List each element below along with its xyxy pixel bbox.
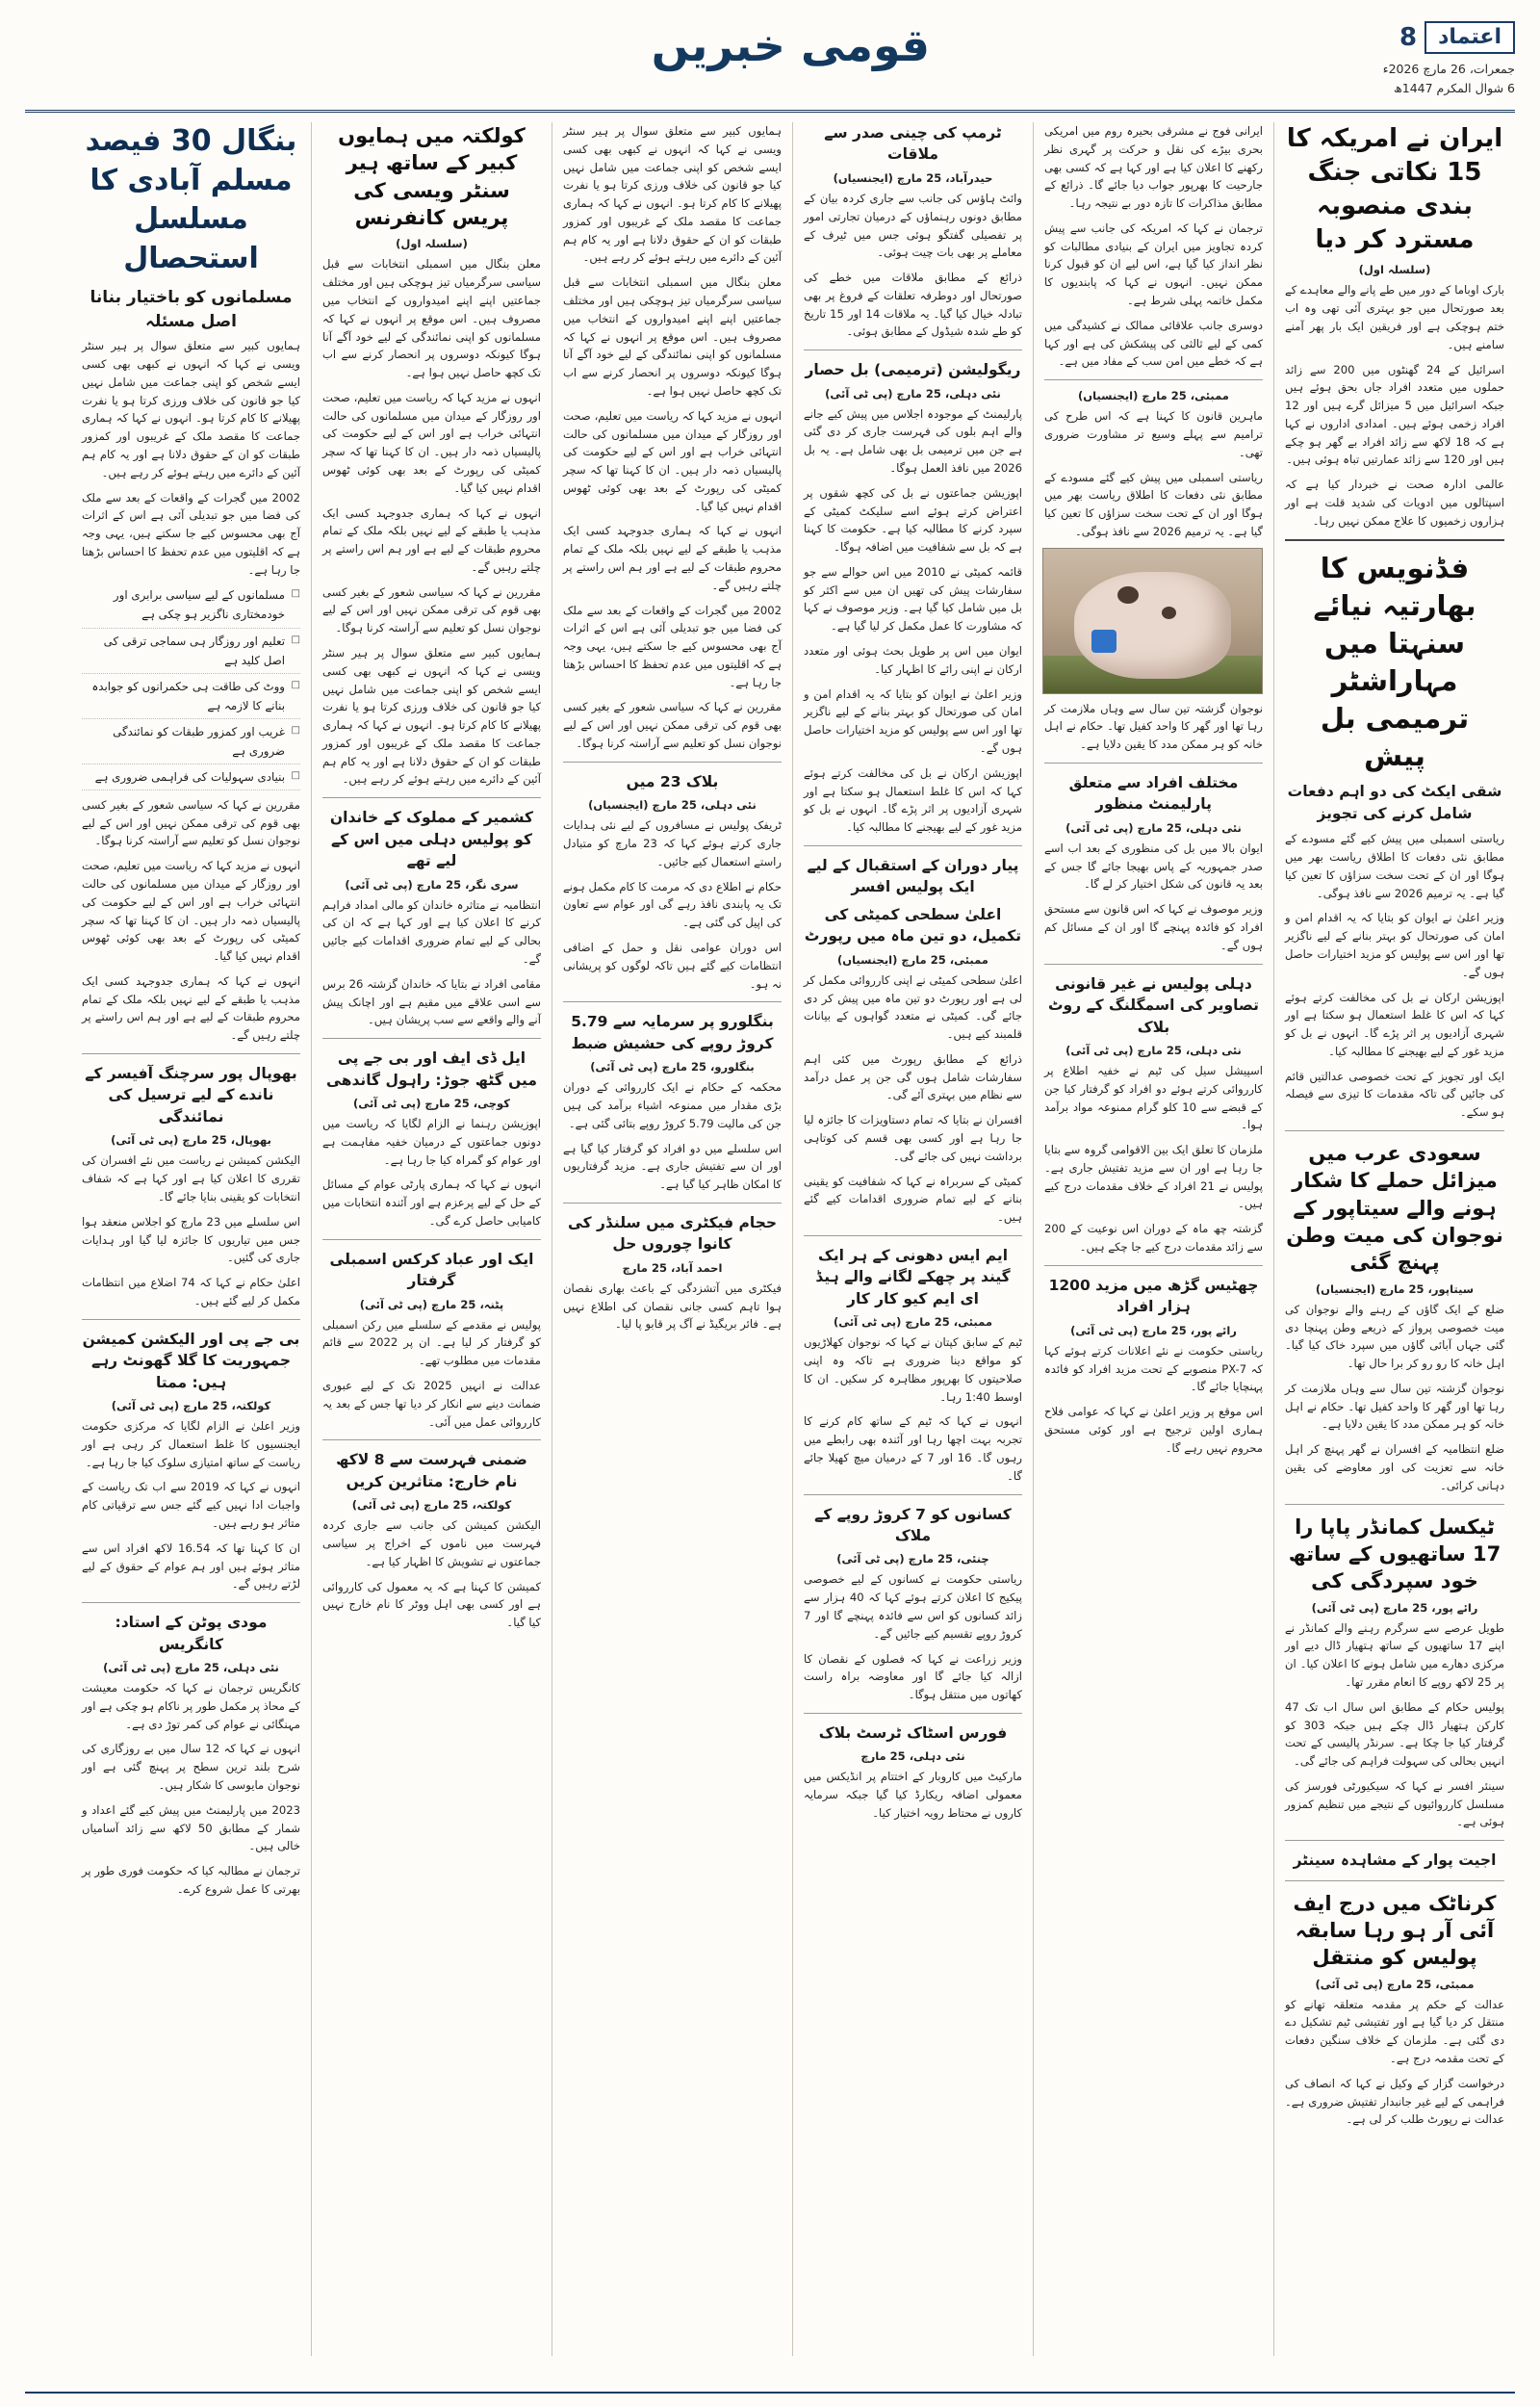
headline-tmc: بی جے پی اور الیکشن کمیشن جمہوریت کا گلا گھونٹ رہے ہیں: ممتا <box>82 1330 300 1391</box>
photo-spot <box>1117 586 1139 604</box>
section-title: قومی خبریں <box>651 19 930 71</box>
masthead-center <box>198 17 1383 71</box>
column-2 <box>1034 122 1274 2356</box>
body-text: انتظامیہ نے متاثرہ خاندان کو مالی امداد فراہم کرنے کا اعلان کیا ہے اور کہا ہے کہ ان کی بحالی کے لیے تمام ضروری اقدامات کیے جائیں گے۔ <box>322 897 541 966</box>
body-text: ملزمان کا تعلق ایک بین الاقوامی گروہ سے بتایا جا رہا ہے اور ان سے مزید تفتیش جاری ہے۔ پولیس نے 21 افراد کے خلاف مقدمات درج کیے ہیں۔ <box>1044 1143 1263 1211</box>
body-text: انہوں نے مزید کہا کہ ریاست میں تعلیم، صحت اور روزگار کے میدان میں مسلمانوں کی حالت انتہائی خراب ہے اور اس کے لیے حکومت کی پالیسیاں ذمہ دار ہیں۔ ان کا کہنا تھا کہ سچر کمیٹی کی رپورٹ کے بعد بھی کوئی ٹھوس اقدام نہیں کیا گیا۔ <box>82 859 300 964</box>
body-text: درخواست گزار کے وکیل نے کہا کہ انصاف کی فراہمی کے لیے غیر جانبدار تفتیش ضروری ہے۔ عدالت نے رپورٹ طلب کر لی ہے۔ <box>1285 2076 1504 2127</box>
hijri-date: 6 شوال المکرم 1447ھ <box>1394 80 1515 95</box>
divider <box>563 762 782 763</box>
body-text: انہوں نے کہا کہ ہماری پارٹی عوام کے مسائل کے حل کے لیے پرعزم ہے اور آئندہ انتخابات میں کامیابی حاصل کرے گی۔ <box>322 1178 541 1228</box>
body-text: دوسری جانب علاقائی ممالک نے کشیدگی میں کمی کے لیے ثالثی کی پیشکش کی ہے اور کہا ہے کہ خطے میں امن سب کے مفاد میں ہے۔ <box>1044 318 1263 369</box>
headline-px7: چھٹیس گڑھ میں مزید 1200 ہزار افراد <box>1048 1276 1259 1316</box>
body-text: کمیشن کا کہنا ہے کہ یہ معمول کی کارروائی ہے اور کسی بھی اہل ووٹر کا نام خارج نہیں کیا گیا۔ <box>322 1579 541 1630</box>
body-text: پارلیمنٹ کے موجودہ اجلاس میں پیش کیے جانے والے اہم بلوں کی فہرست جاری کر دی گئی ہے جن میں ترمیمی بل بھی شامل ہے۔ یہ بل 2026 میں نافذ العمل ہوگا۔ <box>804 406 1022 475</box>
lead-headline-part: کولکتہ میں ہمایوں کبیر کے ساتھ ہیر سنٹر ویسی کی پریس کانفرنس <box>338 124 526 230</box>
body-text: الیکشن کمیشن نے ریاست میں نئے افسران کی تقرری کا اعلان کیا ہے اور کہا ہے کہ شفاف انتخابات کو یقینی بنایا جائے گا۔ <box>82 1153 300 1204</box>
divider <box>1285 1840 1504 1841</box>
divider <box>563 1203 782 1204</box>
logo-group <box>1399 21 1515 54</box>
list-item: □ مسلمانوں کے لیے سیاسی برابری اور خودمختاری ناگزیر ہو چکی ہے <box>82 585 300 628</box>
date-stack <box>1383 60 1515 97</box>
dateline-block23: نئی دہلی، 25 مارچ (ایجنسیاں) <box>588 798 757 813</box>
divider <box>1044 964 1263 965</box>
headline-atm: ایم ایس دھونی کے ہر ایک گیند پر چھکے لگانے والے ہیڈ ای ایم کیو کار کار <box>815 1246 1011 1307</box>
body-text: سینئر افسر نے کہا کہ سیکیورٹی فورسز کی مسلسل کارروائیوں کے نتیجے میں تنظیم کمزور ہوئی ہے۔ <box>1285 1778 1504 1829</box>
divider <box>82 1602 300 1603</box>
body-text: اپوزیشن ارکان نے بل کی مخالفت کرتے ہوئے کہا کہ اس کا غلط استعمال ہو سکتا ہے اور شہری آزادیوں پر اثر پڑے گا۔ انہوں نے بل کو مزید غور کے لیے بھیجنے کا مطالبہ کیا۔ <box>1285 990 1504 1058</box>
body-text: ان کا کہنا تھا کہ 16.54 لاکھ افراد اس سے متاثر ہوئے ہیں اور ہم عوام کے حقوق کے لیے لڑتے رہیں گے۔ <box>82 1540 300 1592</box>
divider <box>563 1001 782 1002</box>
dateline-fors: نئی دہلی، 25 مارچ <box>860 1749 965 1764</box>
headline-regulation-bill: ریگولیشن (ترمیمی) بل حصار <box>805 361 1021 379</box>
body-text: مارکیٹ میں کاروبار کے اختتام پر انڈیکس میں معمولی اضافہ ریکارڈ کیا گیا جبکہ سرمایہ کاروں نے محتاط رویہ اختیار کیا۔ <box>804 1770 1022 1820</box>
dateline-court-case: ممبئی، 25 مارچ (ایجنسیاں) <box>837 952 988 967</box>
masthead <box>25 17 1515 113</box>
divider <box>804 1494 1022 1495</box>
article-photo-pig <box>1042 548 1263 694</box>
body-text: ہمایوں کبیر سے متعلق سوال پر ہیر سنٹر ویسی نے کہا کہ انہوں نے کبھی بھی کسی ایسے شخص کو اپنی جماعت میں شامل نہیں کیا جو قانون کی خلاف ورزی کرتا ہو یا نفرت پھیلانے کا کام کرتا ہو۔ انہوں نے کہا کہ ہماری جماعت کا مقصد ملک کے غریبوں اور کمزور طبقات کو ان کے حقوق دلانا ہے اور یہ کام ہم آئین کے دائرے میں رہتے ہوئے کر رہے ہیں۔ <box>82 339 300 479</box>
body-text: عدالت کے حکم پر مقدمہ متعلقہ تھانے کو منتقل کر دیا گیا ہے اور تفتیشی ٹیم تشکیل دے دی گئی ہے۔ ملزمان کے خلاف سنگین دفعات کے تحت مقدمہ درج ہے۔ <box>1285 1997 1504 2066</box>
headline-court-case: پیار دوران کے استقبال کے لیے ایک پولیس افسر <box>807 856 1019 896</box>
photo-pig-subject <box>1074 572 1231 679</box>
divider <box>804 845 1022 846</box>
body-text: مقامی افراد نے بتایا کہ خاندان گزشتہ 26 برس سے اسی علاقے میں مقیم ہے اور اچانک پیش آنے والے واقعے سے سب پریشان ہیں۔ <box>322 976 541 1027</box>
body-text: ریاستی حکومت نے نئے اعلانات کرتے ہوئے کہا کہ PX-7 منصوبے کے تحت مزید افراد کو فائدہ پہنچایا جائے گا۔ <box>1044 1343 1263 1394</box>
dateline-kurnool: ممبئی، 25 مارچ (پی ٹی آئی) <box>1315 1977 1475 1991</box>
body-text: اعلیٰ حکام نے کہا کہ 74 اضلاع میں انتظامات مکمل کر لیے گئے ہیں۔ <box>82 1276 301 1307</box>
body-text: کمیٹی کے سربراہ نے کہا کہ شفافیت کو یقینی بنانے کے لیے تمام ضروری اقدامات کیے گئے ہیں۔ <box>804 1174 1022 1225</box>
dateline-police-family: سری نگر، 25 مارچ (پی ٹی آئی) <box>345 877 519 892</box>
divider <box>1044 379 1263 380</box>
body-text: مقررین نے کہا کہ سیاسی شعور کے بغیر کسی بھی قوم کی ترقی ممکن نہیں اور اس کے لیے نوجوان نسل کو تعلیم سے آراستہ کرنا ہوگا۔ <box>82 797 300 848</box>
subhead-fadnavis: شقی ایکٹ کی دو اہم دفعات شامل کرنے کی تجویز <box>1287 783 1502 822</box>
body-text: انہوں نے کہا کہ ہماری جدوجہد کسی ایک مذہب یا طبقے کے لیے نہیں بلکہ ملک کے تمام محروم طبقات کے لیے ہے اور ہم اس راستے پر چلتے رہیں گے۔ <box>563 524 782 592</box>
headline-kurnool: کرناٹک میں درج ایف آئی آر ہو رہا سابقہ پولیس کو منتقل <box>1293 1891 1497 1970</box>
headline-minority-people: مختلف افراد سے متعلق پارلیمنٹ منظور <box>1068 773 1239 814</box>
masthead-left <box>1383 17 1515 97</box>
body-text: معلن بنگال میں اسمبلی انتخابات سے قبل سیاسی سرگرمیاں تیز ہوچکی ہیں اور مختلف جماعتیں اپنے اپنے امیدواروں کے انتخاب میں مصروف ہیں۔ اس موقع پر انہوں نے کہا کہ مسلمانوں کو اپنی نمائندگی کے لیے خود آگے آنا ہوگا کیونکہ دوسروں پر انحصار کرنے سے اب تک کچھ حاصل نہیں ہوا ہے۔ <box>563 275 782 398</box>
body-text: اس موقع پر وزیر اعلیٰ نے کہا کہ عوامی فلاح ہماری اولین ترجیح ہے اور کوئی مستحق محروم نہیں رہے گا۔ <box>1044 1405 1263 1455</box>
divider <box>322 1439 541 1440</box>
dateline-modi: نئی دہلی، 25 مارچ (پی ٹی آئی) <box>103 1661 279 1675</box>
body-text: ریاستی اسمبلی میں پیش کیے گئے مسودے کے مطابق نئی دفعات کا اطلاق ریاست بھر میں ہوگا اور ان کے تحت سخت سزاؤں کا تعین کیا گیا ہے۔ یہ ترمیم 2026 سے نافذ ہوگی۔ <box>1044 470 1263 538</box>
headline-textile: ٹیکسل کمانڈر پاپا را 17 ساتھیوں کے ساتھ خود سپردگی کی <box>1288 1514 1502 1593</box>
body-text: گزشتہ چھ ماہ کے دوران اس نوعیت کے 200 سے زائد مقدمات درج کیے جا چکے ہیں۔ <box>1044 1222 1263 1255</box>
divider <box>322 1239 541 1240</box>
column-1 <box>1274 122 1515 2356</box>
body-text: ہمایوں کبیر سے متعلق سوال پر ہیر سنٹر ویسی نے کہا کہ انہوں نے کبھی بھی کسی ایسے شخص کو اپنی جماعت میں شامل نہیں کیا جو قانون کی خلاف ورزی کرتا ہو یا نفرت پھیلانے کا کام کرتا ہو۔ انہوں نے کہا کہ ہماری جماعت کا مقصد ملک کے غریبوں اور کمزور طبقات کو ان کے حقوق دلانا ہے اور یہ کام ہم آئین کے دائرے میں رہتے ہوئے کر رہے ہیں۔ <box>322 646 541 787</box>
lead-kicker: (سلسلہ اول) <box>396 237 468 251</box>
headline-ambedkar: اجیت پوار کے مشاہدہ سینٹر <box>1293 1851 1497 1870</box>
body-text: انہوں نے مزید کہا کہ ریاست میں تعلیم، صحت اور روزگار کے میدان میں مسلمانوں کی حالت انتہائی خراب ہے اور اس کے لیے حکومت کی پالیسیاں ذمہ دار ہیں۔ ان کا کہنا تھا کہ سچر کمیٹی کی رپورٹ کے بعد بھی کوئی ٹھوس اقدام نہیں کیا گیا۔ <box>322 390 541 495</box>
headline-crore7: کسانوں کو 7 کروڑ روپے کے ملاک <box>814 1505 1012 1544</box>
body-text: ہمایوں کبیر سے متعلق سوال پر ہیر سنٹر ویسی نے کہا کہ انہوں نے کبھی بھی کسی ایسے شخص کو اپنی جماعت میں شامل نہیں کیا جو قانون کی خلاف ورزی کرتا ہو یا نفرت پھیلانے کا کام کرتا ہو۔ انہوں نے کہا کہ ہماری جماعت کا مقصد ملک کے غریبوں اور کمزور طبقات کو ان کے حقوق دلانا ہے اور یہ کام ہم آئین کے دائرے میں رہتے ہوئے کر رہے ہیں۔ <box>563 124 782 265</box>
body-text: معلن بنگال میں اسمبلی انتخابات سے قبل سیاسی سرگرمیاں تیز ہوچکی ہیں اور مختلف جماعتیں اپنے اپنے امیدواروں کے انتخاب میں مصروف ہیں۔ اس موقع پر انہوں نے کہا کہ مسلمانوں کو اپنی نمائندگی کے لیے خود آگے آنا ہوگا کیونکہ دوسروں پر انحصار کرنے سے اب تک کچھ حاصل نہیں ہوا ہے۔ <box>322 257 541 380</box>
body-text: اسپیشل سیل کی ٹیم نے خفیہ اطلاع پر کارروائی کرتے ہوئے دو افراد کو گرفتار کیا جن کے قبضے سے 10 کلو گرام ممنوعہ مواد برآمد ہوا۔ <box>1044 1064 1263 1132</box>
divider <box>1285 1880 1504 1881</box>
body-text: اس سلسلے میں 23 مارچ کو اجلاس منعقد ہوا جس میں تیاریوں کا جائزہ لیا گیا اور ہدایات جاری کی گئیں۔ <box>82 1214 300 1265</box>
dateline-minority-people: نئی دہلی، 25 مارچ (پی ٹی آئی) <box>1065 820 1242 835</box>
body-text: ذرائع کے مطابق ملاقات میں خطے کی صورتحال اور دوطرفہ تعلقات کے فروغ پر بھی تبادلہ خیال کیا گیا۔ یہ ملاقات 14 اور 15 تاریخ کو طے شدہ شیڈول کے مطابق ہوئی۔ <box>804 271 1022 339</box>
body-text: اپوزیشن جماعتوں نے بل کی کچھ شقوں پر اعتراض کرتے ہوئے اسے سلیکٹ کمیٹی کے سپرد کرنے کا مطالبہ کیا ہے۔ حکومت کا کہنا ہے کہ بل سے شفافیت میں اضافہ ہوگا۔ <box>804 485 1022 555</box>
dateline-textile: رائے پور، 25 مارچ (پی ٹی آئی) <box>1311 1600 1478 1615</box>
body-text: ریاستی اسمبلی میں پیش کیے گئے مسودے کے مطابق نئی دفعات کا اطلاق ریاست بھر میں ہوگا اور ان کے تحت سخت سزاؤں کا تعین کیا گیا ہے۔ یہ ترمیم 2026 سے نافذ ہوگی۔ <box>1285 832 1504 900</box>
dateline-gujarat-fire: احمد آباد، 25 مارچ <box>622 1260 723 1275</box>
body-text: انہوں نے کہا کہ ٹیم کے ساتھ کام کرنے کا تجربہ بہت اچھا رہا اور آئندہ بھی رابطے میں رہوں گا۔ 16 اور 7 کے درمیان میچ کھیلا جائے گا۔ <box>804 1414 1022 1483</box>
body-text: انہوں نے مزید کہا کہ ریاست میں تعلیم، صحت اور روزگار کے میدان میں مسلمانوں کی حالت انتہائی خراب ہے اور اس کے لیے حکومت کی پالیسیاں ذمہ دار ہیں۔ ان کا کہنا تھا کہ سچر کمیٹی کی رپورٹ کے بعد بھی کوئی ٹھوس اقدام نہیں کیا گیا۔ <box>563 408 782 513</box>
column-5 <box>312 122 552 2356</box>
column-6 <box>71 122 312 2356</box>
body-text: ترجمان نے مطالبہ کیا کہ حکومت فوری طور پر بھرتی کا عمل شروع کرے۔ <box>82 1864 300 1896</box>
body-text: انہوں نے کہا کہ ہماری جدوجہد کسی ایک مذہب یا طبقے کے لیے نہیں بلکہ ملک کے تمام محروم طبقات کے لیے ہے اور ہم اس راستے پر چلتے رہیں گے۔ <box>82 973 300 1043</box>
body-text: بارک اوباما کے دور میں طے پانے والے معاہدے کے بعد صورتحال میں جو بہتری آئی تھی وہ اب ختم ہوچکی ہے اور فریقین ایک بار پھر آمنے سامنے ہیں۔ <box>1285 283 1504 351</box>
body-text: مقررین نے کہا کہ سیاسی شعور کے بغیر کسی بھی قوم کی ترقی ممکن نہیں اور اس کے لیے نوجوان نسل کو تعلیم سے آراستہ کرنا ہوگا۔ <box>563 700 782 750</box>
body-text: نوجوان گزشتہ تین سال سے وہاں ملازمت کر رہا تھا اور گھر کا واحد کفیل تھا۔ حکام نے اہل خانہ کو ہر ممکن مدد کا یقین دلایا ہے۔ <box>1285 1381 1504 1432</box>
dateline-saudi: سیتاپور، 25 مارچ (ایجنسیاں) <box>1315 1281 1475 1296</box>
divider <box>322 797 541 798</box>
headline-saudi: سعودی عرب میں میزائل حملے کا شکار ہونے والے سیتاپور کے نوجوان کی میت وطن پہنچ گئی <box>1286 1142 1503 1275</box>
divider <box>322 1038 541 1039</box>
page-footer-rule <box>25 2392 1515 2394</box>
body-text: ٹیم کے سابق کپتان نے کہا کہ نوجوان کھلاڑیوں کو مواقع دینا ضروری ہے تاکہ وہ اپنی صلاحیتوں کا بھرپور مظاہرہ کر سکیں۔ ان کا اوسط 1:40 رہا۔ <box>804 1335 1022 1404</box>
dateline-px7: رائے پور، 25 مارچ (پی ٹی آئی) <box>1070 1323 1237 1337</box>
body-text: قائمہ کمیٹی نے 2010 میں اس حوالے سے جو سفارشات پیش کی تھیں ان میں سے اکثر کو بل میں شامل کیا گیا ہے۔ وزیر موصوف نے کہا کہ مشاورت کا عمل مکمل کر لیا گیا ہے۔ <box>804 564 1022 634</box>
divider <box>804 349 1022 350</box>
dateline-crore7: چنئی، 25 مارچ (پی ٹی آئی) <box>836 1552 989 1566</box>
dateline-tmc: کولکتہ، 25 مارچ (پی ٹی آئی) <box>111 1399 271 1413</box>
body-text: عالمی ادارہ صحت نے خبردار کیا ہے کہ اسپتالوں میں ادویات کی شدید قلت ہے اور ہزاروں زخمیوں کا علاج ممکن نہیں رہا۔ <box>1285 478 1504 528</box>
headline-delhi-police: دہلی پولیس نے غیر قانونی تصاویر کی اسمگلنگ کے روٹ بلاک <box>1047 974 1259 1036</box>
body-text: ضلع انتظامیہ کے افسران نے گھر پہنچ کر اہل خانہ سے تعزیت کی اور معاوضے کی یقین دہانی کرائی۔ <box>1285 1442 1504 1492</box>
dateline-delhi-police: نئی دہلی، 25 مارچ (پی ٹی آئی) <box>1065 1044 1242 1057</box>
divider <box>1044 1265 1263 1266</box>
headline-mla-arrest: ایک اور عباد کرکس اسمبلی گرفتار <box>329 1250 534 1290</box>
lead-subhead: مسلمانوں کو باختیار بنانا اصل مسئلہ <box>90 288 293 331</box>
body-text: ایوان میں اس پر طویل بحث ہوئی اور متعدد ارکان نے اپنی رائے کا اظہار کیا۔ <box>804 644 1022 676</box>
gregorian-date: جمعرات، 26 مارچ 2026ء <box>1382 62 1515 77</box>
lead-bullet-list <box>82 585 300 789</box>
headline-iran-us: ایران نے امریکہ کا 15 نکاتی جنگ بندی منصوبہ مسترد کر دیا <box>1286 124 1503 255</box>
dateline-list8lakh: کولکتہ، 25 مارچ (پی ٹی آئی) <box>351 1498 512 1513</box>
headline-fors: فورس اسٹاک ٹرسٹ بلاک <box>818 1723 1008 1742</box>
body-text: فیکٹری میں آتشزدگی کے باعث بھاری نقصان ہوا تاہم کسی جانی نقصان کی اطلاع نہیں ہے۔ فائر بریگیڈ نے آگ پر قابو پا لیا۔ <box>563 1281 782 1332</box>
subhead-court-case: اعلیٰ سطحی کمیٹی کی تکمیل، دو تین ماہ میں رپورٹ <box>804 905 1022 945</box>
body-text: حکام نے اطلاع دی کہ مرمت کا کام مکمل ہونے تک یہ پابندی نافذ رہے گی اور عوام سے تعاون کی اپیل کی گئی ہے۔ <box>563 879 782 930</box>
headline-gujarat-fire: حجام فیکٹری میں سلنڈر کی کانوا چوروں حل <box>567 1213 778 1254</box>
body-text: ذرائع کے مطابق رپورٹ میں کئی اہم سفارشات شامل ہوں گی جن پر عمل درآمد سے نظام میں بہتری آئے گی۔ <box>804 1051 1022 1102</box>
body-text: الیکشن کمیشن کی جانب سے جاری کردہ فہرست میں ناموں کے اخراج پر سیاسی جماعتوں نے تشویش کا اظہار کیا ہے۔ <box>322 1518 541 1568</box>
body-text: ایک اور تجویز کے تحت خصوصی عدالتیں قائم کی جائیں گی تاکہ مقدمات کا تیزی سے فیصلہ ہو سکے۔ <box>1285 1069 1504 1120</box>
divider <box>1285 539 1504 541</box>
body-text: وزیر اعلیٰ نے ایوان کو بتایا کہ یہ اقدام امن و امان کی صورتحال کو بہتر بنانے کے لیے ناگزیر تھا اور اس سے پولیس کو مزید اختیارات حاصل ہوں گے۔ <box>1285 911 1504 979</box>
body-text: 2002 میں گجرات کے واقعات کے بعد سے ملک کی فضا میں جو تبدیلی آئی ہے اس کے اثرات آج بھی محسوس کیے جا سکتے ہیں، یہی وجہ ہے کہ اقلیتوں میں عدم تحفظ کا احساس بڑھتا جا رہا ہے۔ <box>82 490 300 577</box>
body-text: ٹریفک پولیس نے مسافروں کے لیے نئی ہدایات جاری کرتے ہوئے کہا کہ 23 مارچ کو متبادل راستے استعمال کیے جائیں۔ <box>563 818 783 868</box>
body-text: پولیس حکام کے مطابق اس سال اب تک 47 کارکن ہتھیار ڈال چکے ہیں جبکہ 303 کو گرفتار کیا جا چکا ہے۔ سرنڈر پالیسی کے تحت انہیں بحالی کی سہولت فراہم کی جائے گی۔ <box>1285 1699 1504 1769</box>
list-item: □ ووٹ کی طاقت ہی حکمرانوں کو جوابدہ بنانے کا لازمہ ہے <box>82 677 300 719</box>
body-text: اس سلسلے میں دو افراد کو گرفتار کیا گیا ہے اور ان سے تفتیش جاری ہے۔ مزید گرفتاریوں کا امکان ظاہر کیا گیا ہے۔ <box>563 1141 782 1192</box>
headline-police-family: کشمیر کے مملوک کے خاندان کو پولیس دہلی میں اس کے لیے تھے <box>329 809 534 870</box>
headline-jhansi: بھوپال پور سرچنگ آفیسر کے ناندے کے لیے ترسیل کی نمائندگی <box>85 1065 297 1126</box>
body-text: وزیر موصوف نے کہا کہ اس قانون سے مستحق افراد کو فائدہ پہنچے گا اور ان کے مسائل کم ہوں گے۔ <box>1044 902 1263 952</box>
column-4 <box>552 122 793 2356</box>
body-text: وزیر اعلیٰ نے الزام لگایا کہ مرکزی حکومت ایجنسیوں کا غلط استعمال کر رہی ہے اور ریاست کے ساتھ امتیازی سلوک کیا جا رہا ہے۔ <box>82 1419 300 1469</box>
body-text: اس دوران عوامی نقل و حمل کے اضافی انتظامات کیے گئے ہیں تاکہ لوگوں کو پریشانی نہ ہو۔ <box>563 940 782 991</box>
body-text: نوجوان گزشتہ تین سال سے وہاں ملازمت کر رہا تھا اور گھر کا واحد کفیل تھا۔ حکام نے اہل خانہ کو ہر ممکن مدد کا یقین دلایا ہے۔ <box>1044 701 1263 752</box>
headline-block23: بلاک 23 میں <box>626 772 719 790</box>
headline-gujarat: بنگلورو پر سرمایہ سے 5.79 کروڑ روپے کی حشیش ضبط <box>571 1013 774 1052</box>
body-text: افسران نے بتایا کہ تمام دستاویزات کا جائزہ لیا جا رہا ہے اور کسی بھی قسم کی کوتاہی برداشت نہیں کی جائے گی۔ <box>804 1113 1022 1163</box>
page-number: 8 <box>1399 23 1418 53</box>
body-text: کانگریس ترجمان نے کہا کہ حکومت معیشت کے محاذ پر مکمل طور پر ناکام ہو چکی ہے اور مہنگائی نے عوام کی کمر توڑ دی ہے۔ <box>82 1681 300 1731</box>
headline-ldf: ایل ڈی ایف اور بی جے پی میں گٹھ جوڑ: راہول گاندھی <box>326 1049 537 1089</box>
divider <box>804 1713 1022 1714</box>
list-item: □ غریب اور کمزور طبقات کو نمائندگی ضروری ہے <box>82 722 300 764</box>
body-text: ترجمان نے کہا کہ امریکہ کی جانب سے پیش کردہ تجاویز میں ایران کے بنیادی مطالبات کو نظر انداز کیا گیا ہے، اس لیے ان کو قبول کرنا ممکن نہیں۔ انہوں نے کہا کہ پابندیوں کا مکمل خاتمہ پہلی شرط ہے۔ <box>1044 220 1263 308</box>
body-text: پولیس نے مقدمے کے سلسلے میں رکن اسمبلی کو گرفتار کر لیا ہے۔ ان پر 2022 سے قائم مقدمات میں مطلوب تھے۔ <box>322 1317 541 1368</box>
list-item: □ بنیادی سہولیات کی فراہمی ضروری ہے <box>82 767 300 790</box>
body-text: انہوں نے کہا کہ ہماری جدوجہد کسی ایک مذہب یا طبقے کے لیے نہیں بلکہ ملک کے تمام محروم طبقات کے لیے ہے اور ہم اس راستے پر چلتے رہیں گے۔ <box>322 505 541 574</box>
body-text: وائٹ ہاؤس کی جانب سے جاری کردہ بیان کے مطابق دونوں رہنماؤں کے درمیان تجارتی امور پر تفصیلی گفتگو ہوئی جس میں ٹیرف کے معاملے پر بھی بات چیت ہوئی۔ <box>804 191 1022 260</box>
body-text: ریاستی حکومت نے کسانوں کے لیے خصوصی پیکیج کا اعلان کرتے ہوئے کہا کہ 40 ہزار سے زائد کسانوں کو اس سے فائدہ پہنچے گا اور 7 کروڑ روپے تقسیم کیے جائیں گے۔ <box>804 1572 1022 1641</box>
headline-list8lakh: ضمنی فہرست سے 8 لاکھ نام خارج: متاثرین کریں <box>336 1451 527 1490</box>
divider <box>1285 1504 1504 1505</box>
body-text: طویل عرصے سے سرگرم رہنے والے کمانڈر نے اپنے 17 ساتھیوں کے ساتھ ہتھیار ڈال دیے اور مرکزی دھارے میں شامل ہونے کا اعلان کیا۔ ان پر 25 لاکھ روپے کا انعام مقرر تھا۔ <box>1285 1620 1504 1689</box>
page-grid <box>25 122 1515 2356</box>
body-text: وزیر اعلیٰ نے ایوان کو بتایا کہ یہ اقدام امن و امان کی صورتحال کو بہتر بنانے کے لیے ناگزیر تھا اور اس سے پولیس کو مزید اختیارات حاصل ہوں گے۔ <box>804 686 1022 755</box>
headline-trump: ٹرمپ کی چینی صدر سے ملاقات <box>824 124 1002 164</box>
body-text: وزیر زراعت نے کہا کہ فصلوں کے نقصان کا ازالہ کیا جائے گا اور معاوضہ براہ راست کھاتوں میں منتقل ہوگا۔ <box>804 1651 1022 1702</box>
body-text: انہوں نے کہا کہ 2019 سے اب تک ریاست کے واجبات ادا نہیں کیے گئے جس سے ترقیاتی کام متاثر ہو رہے ہیں۔ <box>82 1480 300 1530</box>
body-text: مقررین نے کہا کہ سیاسی شعور کے بغیر کسی بھی قوم کی ترقی ممکن نہیں اور اس کے لیے نوجوان نسل کو تعلیم سے آراستہ کرنا ہوگا۔ <box>322 584 541 635</box>
headline-fadnavis: فڈنویس کا بھارتیہ نیائے سنہتا میں مہاراشٹر ترمیمی بل پیش <box>1313 551 1476 773</box>
body-text: محکمہ کے حکام نے ایک کارروائی کے دوران بڑی مقدار میں ممنوعہ اشیاء برآمد کی ہیں جن کی مالیت 5.79 کروڑ روپے بتائی گئی ہے۔ <box>563 1080 782 1130</box>
body-text: عدالت نے انہیں 2025 تک کے لیے عبوری ضمانت دینے سے انکار کر دیا تھا جس کے بعد یہ کارروائی عمل میں آئی۔ <box>322 1379 541 1429</box>
body-text: انہوں نے کہا کہ 12 سال میں بے روزگاری کی شرح بلند ترین سطح پر پہنچ گئی ہے اور نوجوان مایوسی کا شکار ہیں۔ <box>82 1742 300 1792</box>
kicker-iran-us: (سلسلہ اول) <box>1358 263 1431 277</box>
dateline-trump: حیدرآباد، 25 مارچ (ایجنسیاں) <box>833 170 993 185</box>
publication-logo: اعتماد <box>1424 21 1515 54</box>
dateline-atm: ممبئی، 25 مارچ (پی ٹی آئی) <box>834 1315 992 1330</box>
body-text: ضلع کے ایک گاؤں کے رہنے والے نوجوان کی میت خصوصی پرواز کے ذریعے وطن پہنچا دی گئی جہاں آبائی گاؤں میں سپرد خاک کیا گیا۔ اہل خانہ کا رو رو کر برا حال تھا۔ <box>1285 1302 1504 1371</box>
photo-collar <box>1091 630 1116 653</box>
divider <box>82 1053 300 1054</box>
dateline-mla-arrest: پٹنہ، 25 مارچ (پی ٹی آئی) <box>359 1297 504 1311</box>
divider <box>82 1319 300 1320</box>
body-text: ماہرین قانون کا کہنا ہے کہ اس طرح کی ترامیم سے پہلے وسیع تر مشاورت ضروری تھی۔ <box>1044 409 1263 459</box>
body-text: اپوزیشن ارکان نے بل کی مخالفت کرتے ہوئے کہا کہ اس کا غلط استعمال ہو سکتا ہے اور شہری آزادیوں پر اثر پڑے گا۔ انہوں نے بل کو مزید غور کے لیے بھیجنے کا مطالبہ کیا۔ <box>804 765 1022 835</box>
list-item: □ تعلیم اور روزگار ہی سماجی ترقی کی اصل کلید ہے <box>82 632 300 674</box>
dateline-fadnavis: ممبئی، 25 مارچ (ایجنسیاں) <box>1078 389 1229 403</box>
photo-spot <box>1162 607 1176 619</box>
body-text: 2002 میں گجرات کے واقعات کے بعد سے ملک کی فضا میں جو تبدیلی آئی ہے اس کے اثرات آج بھی محسوس کیے جا سکتے ہیں، یہی وجہ ہے کہ اقلیتوں میں عدم تحفظ کا احساس بڑھتا جا رہا ہے۔ <box>563 603 782 689</box>
body-text: اعلیٰ سطحی کمیٹی نے اپنی کارروائی مکمل کر لی ہے اور رپورٹ دو تین ماہ میں پیش کر دی جائے گی۔ کمیٹی نے متعدد گواہوں کے بیانات قلمبند کیے ہیں۔ <box>804 972 1022 1042</box>
dateline-gujarat: بنگلورو، 25 مارچ (پی ٹی آئی) <box>590 1060 755 1074</box>
column-3 <box>793 122 1034 2356</box>
body-text: ایرانی فوج نے مشرقی بحیرہ روم میں امریکی بحری بیڑے کی نقل و حرکت پر گہری نظر رکھنے کا اعلان کیا ہے اور کہا ہے کہ کسی بھی جارحیت کا بھرپور جواب دیا جائے گا۔ ذرائع کے مطابق مذاکرات کا تازہ دور بے نتیجہ رہا۔ <box>1044 124 1263 211</box>
dateline-ldf: کوچی، 25 مارچ (پی ٹی آئی) <box>353 1097 510 1111</box>
headline-modi: مودی پوٹن کے استاد: کانگریس <box>115 1614 268 1653</box>
dateline-regulation-bill: نئی دہلی، 25 مارچ (پی ٹی آئی) <box>825 386 1001 401</box>
dateline-jhansi: بھوپال، 25 مارچ (پی ٹی آئی) <box>111 1133 271 1148</box>
divider <box>1044 763 1263 764</box>
divider <box>804 1235 1022 1236</box>
body-text: ایوان بالا میں بل کی منظوری کے بعد اب اسے صدر جمہوریہ کے پاس بھیجا جائے گا جس کے بعد یہ قانون کی شکل اختیار کر لے گا۔ <box>1044 841 1263 892</box>
body-text: 2023 میں پارلیمنٹ میں پیش کیے گئے اعداد و شمار کے مطابق 50 لاکھ سے زائد آسامیاں خالی ہیں۔ <box>82 1802 301 1853</box>
divider <box>1285 1130 1504 1131</box>
lead-headline: بنگال 30 فیصد مسلم آبادی کا مسلسل استحصال <box>85 124 297 275</box>
body-text: اسرائیل کے 24 گھنٹوں میں 200 سے زائد حملوں میں متعدد افراد جاں بحق ہوئے ہیں جبکہ اسرائیل میں 5 میزائل گرے ہیں اور 12 افراد زخمی ہوئے ہیں۔ امدادی اداروں نے کہا ہے کہ 18 لاکھ سے زائد افراد بے گھر ہو چکے ہیں اور 120 سے زائد عمارتیں تباہ ہوئی ہیں۔ <box>1285 362 1504 467</box>
body-text: اپوزیشن رہنما نے الزام لگایا کہ ریاست میں دونوں جماعتوں کے درمیان خفیہ مفاہمت ہے اور عوام کو گمراہ کیا جا رہا ہے۔ <box>322 1117 541 1167</box>
